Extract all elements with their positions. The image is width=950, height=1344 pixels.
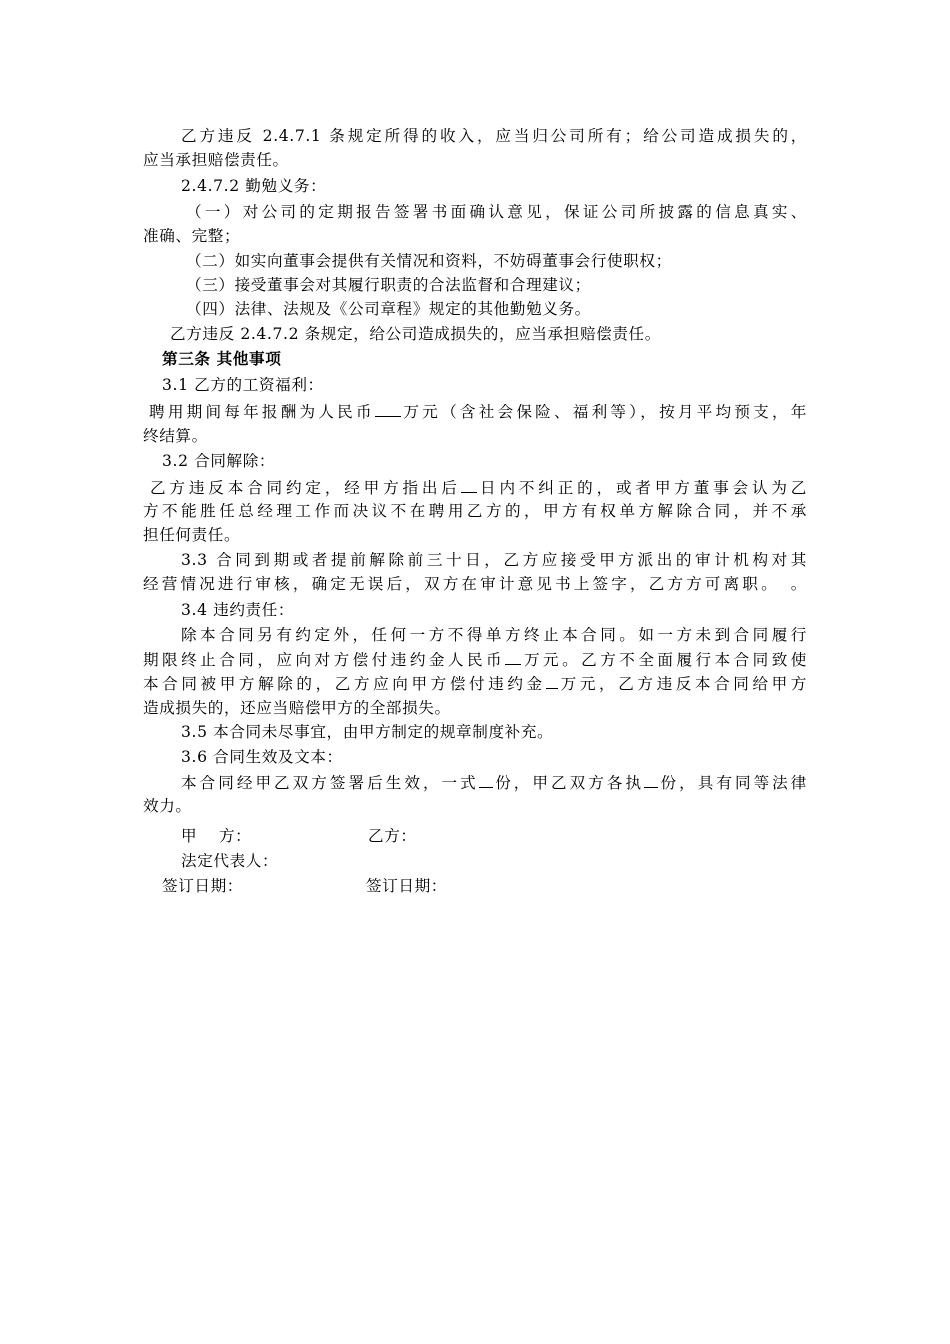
text-line: 应当承担赔偿责任。 bbox=[143, 151, 289, 169]
blank-field bbox=[546, 671, 558, 689]
text-line: 准确、完整； bbox=[143, 227, 241, 245]
text-line: 造成损失的，还应当赔偿甲方的全部损失。 bbox=[143, 699, 451, 717]
text-line: （四）法律、法规及《公司章程》规定的其他勤勉义务。 bbox=[186, 300, 591, 318]
clause-heading: 3.1 乙方的工资福利： bbox=[162, 376, 324, 394]
text-line: 除本合同另有约定外，任何一方不得单方终止本合同。如一方未到合同履行 bbox=[181, 626, 807, 644]
text-segment: 份，具有同等法律 bbox=[658, 774, 807, 792]
blank-field bbox=[461, 475, 477, 493]
text-line: （三）接受董事会对其履行职责的合法监督和合理建议； bbox=[186, 276, 591, 294]
section-heading: 第三条 其他事项 bbox=[162, 349, 282, 368]
text-line: 3.5 本合同未尽事宜，由甲方制定的规章制度补充。 bbox=[181, 723, 554, 741]
text-line: 经营情况进行审核，确定无误后，双方在审计意见书上签字，乙方方可离职。 。 bbox=[143, 575, 807, 593]
text-line: 终结算。 bbox=[143, 427, 208, 445]
text-segment: 日内不纠正的，或者甲方董事会认为乙 bbox=[476, 479, 808, 497]
text-line: （一）对公司的定期报告签署书面确认意见，保证公司所披露的信息真实、 bbox=[186, 203, 807, 221]
sign-date-b: 签订日期： bbox=[366, 877, 447, 895]
text-segment: 万元，乙方违反本合同给甲方 bbox=[557, 675, 807, 693]
text-line: （二）如实向董事会提供有关情况和资料，不妨碍董事会行使职权； bbox=[186, 252, 672, 270]
text-segment: 本合同经甲乙双方签署后生效，一式 bbox=[181, 774, 479, 792]
breach-line-3 bbox=[143, 671, 807, 696]
text-line: 方不能胜任总经理工作而决议不在聘用乙方的，甲方有权单方解除合同，并不承 bbox=[143, 502, 807, 520]
blank-field bbox=[479, 770, 493, 788]
text-segment: 期限终止合同，应向对方偿付违约金人民币 bbox=[143, 651, 506, 669]
text-line: 乙方违反 2.4.7.2 条规定，给公司造成损失的，应当承担赔偿责任。 bbox=[170, 325, 661, 343]
text-line: 担任何责任。 bbox=[143, 526, 241, 544]
blank-field bbox=[644, 770, 658, 788]
text-line: 3.3 合同到期或者提前解除前三十日，乙方应接受甲方派出的审计机构对其 bbox=[181, 551, 807, 569]
text-segment: 本合同被甲方解除的，乙方应向甲方偿付违约金 bbox=[143, 675, 546, 693]
text-segment: 份，甲乙双方各执 bbox=[492, 774, 645, 792]
signature-party-a: 甲 方： bbox=[181, 827, 252, 845]
text-segment: 聘用期间每年报酬为人民币 bbox=[149, 403, 375, 421]
legal-representative-label: 法定代表人： bbox=[181, 852, 279, 870]
text-line: 乙方违反 2.4.7.1 条规定所得的收入，应当归公司所有；给公司造成损失的， bbox=[181, 127, 807, 145]
clause-heading: 3.4 违约责任： bbox=[181, 601, 295, 619]
text-segment: 乙方违反本合同约定，经甲方指出后 bbox=[150, 479, 461, 497]
clause-heading: 3.6 合同生效及文本： bbox=[181, 748, 343, 766]
signature-party-b: 乙方： bbox=[368, 827, 417, 845]
text-line: 效力。 bbox=[143, 797, 192, 815]
salary-line bbox=[149, 399, 807, 424]
blank-field bbox=[505, 647, 521, 665]
text-segment: 万元（含社会保险、福利等），按月平均预支，年 bbox=[400, 403, 807, 421]
breach-line-2 bbox=[143, 647, 807, 672]
sign-date-a: 签订日期： bbox=[162, 877, 243, 895]
clause-heading: 3.2 合同解除： bbox=[162, 452, 276, 470]
validity-line bbox=[181, 770, 807, 795]
text-segment: 万元。乙方不全面履行本合同致使 bbox=[521, 651, 807, 669]
blank-field bbox=[375, 399, 401, 417]
termination-line bbox=[150, 475, 807, 500]
text-line: 2.4.7.2 勤勉义务： bbox=[181, 177, 327, 195]
